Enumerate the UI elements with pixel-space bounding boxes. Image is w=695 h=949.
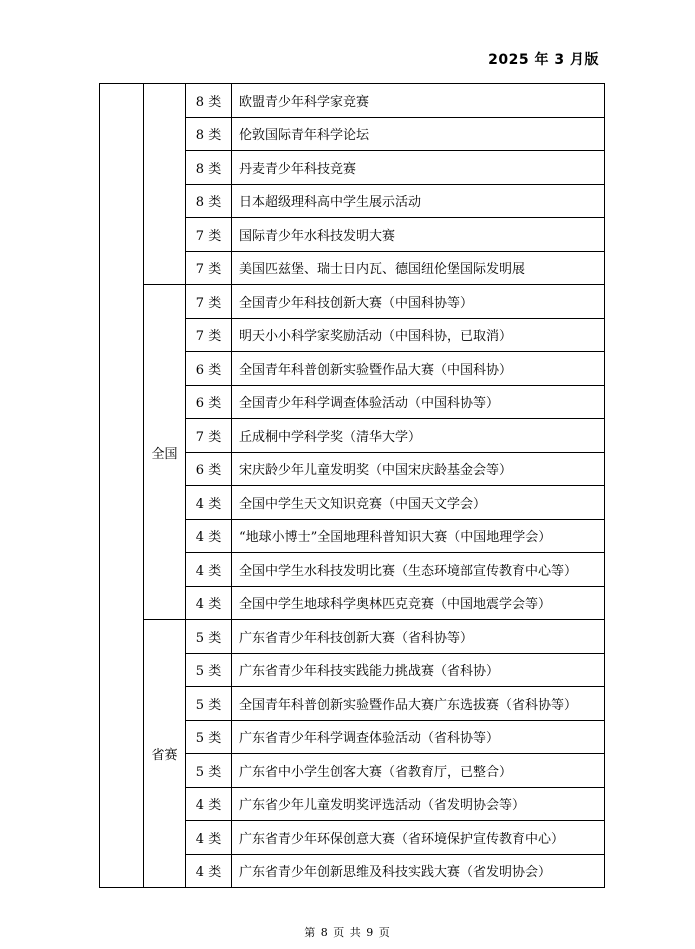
- competition-name-cell: 美国匹兹堡、瑞士日内瓦、德国纽伦堡国际发明展: [232, 251, 605, 285]
- category-cell: 7 类: [186, 218, 232, 252]
- category-cell: 5 类: [186, 687, 232, 721]
- category-cell: 6 类: [186, 352, 232, 386]
- competition-name-cell: 全国青少年科技创新大赛（中国科协等）: [232, 285, 605, 319]
- competition-name-cell: 丹麦青少年科技竞赛: [232, 151, 605, 185]
- competition-table: [99, 83, 605, 888]
- competition-name-cell: “地球小博士”全国地理科普知识大赛（中国地理学会）: [232, 519, 605, 553]
- category-cell: 6 类: [186, 385, 232, 419]
- competition-name-cell: 广东省青少年环保创意大赛（省环境保护宣传教育中心）: [232, 821, 605, 855]
- competition-name-cell: 全国中学生地球科学奥林匹克竞赛（中国地震学会等）: [232, 586, 605, 620]
- category-cell: 8 类: [186, 184, 232, 218]
- category-cell: 6 类: [186, 452, 232, 486]
- category-cell: 5 类: [186, 720, 232, 754]
- category-cell: 4 类: [186, 586, 232, 620]
- competition-name-cell: 广东省青少年科技实践能力挑战赛（省科协）: [232, 653, 605, 687]
- category-cell: 5 类: [186, 620, 232, 654]
- competition-name-cell: 丘成桐中学科学奖（清华大学）: [232, 419, 605, 453]
- competition-name-cell: 宋庆龄少年儿童发明奖（中国宋庆龄基金会等）: [232, 452, 605, 486]
- category-cell: 5 类: [186, 754, 232, 788]
- category-cell: 4 类: [186, 553, 232, 587]
- competition-name-cell: 国际青少年水科技发明大赛: [232, 218, 605, 252]
- competition-name-cell: 全国中学生水科技发明比赛（生态环境部宣传教育中心等）: [232, 553, 605, 587]
- competition-table-body: [100, 84, 605, 888]
- competition-name-cell: 全国青少年科学调查体验活动（中国科协等）: [232, 385, 605, 419]
- category-cell: 4 类: [186, 854, 232, 888]
- category-cell: 7 类: [186, 419, 232, 453]
- competition-name-cell: 伦敦国际青年科学论坛: [232, 117, 605, 151]
- competition-name-cell: 广东省少年儿童发明奖评选活动（省发明协会等）: [232, 787, 605, 821]
- category-cell: 4 类: [186, 486, 232, 520]
- table-row: [100, 620, 605, 654]
- competition-name-cell: 全国青年科普创新实验暨作品大赛广东选拔赛（省科协等）: [232, 687, 605, 721]
- category-cell: 8 类: [186, 151, 232, 185]
- category-cell: 8 类: [186, 117, 232, 151]
- category-cell: 5 类: [186, 653, 232, 687]
- level-cell: 全国: [144, 285, 186, 620]
- category-cell: 7 类: [186, 285, 232, 319]
- level-cell: 省赛: [144, 620, 186, 888]
- competition-name-cell: 明天小小科学家奖励活动（中国科协，已取消）: [232, 318, 605, 352]
- table-row: [100, 285, 605, 319]
- competition-name-cell: 广东省青少年创新思维及科技实践大赛（省发明协会）: [232, 854, 605, 888]
- competition-name-cell: 广东省青少年科技创新大赛（省科协等）: [232, 620, 605, 654]
- edition-label: 2025 年 3 月版: [488, 52, 599, 68]
- category-cell: 7 类: [186, 251, 232, 285]
- category-cell: 4 类: [186, 787, 232, 821]
- category-cell: 4 类: [186, 821, 232, 855]
- level-cell: [144, 84, 186, 285]
- competition-name-cell: 欧盟青少年科学家竞赛: [232, 84, 605, 118]
- blank-column-cell: [100, 84, 144, 888]
- competition-name-cell: 日本超级理科高中学生展示活动: [232, 184, 605, 218]
- table-row: [100, 84, 605, 118]
- competition-name-cell: 广东省中小学生创客大赛（省教育厅，已整合）: [232, 754, 605, 788]
- competition-name-cell: 全国中学生天文知识竞赛（中国天文学会）: [232, 486, 605, 520]
- category-cell: 7 类: [186, 318, 232, 352]
- competition-name-cell: 全国青年科普创新实验暨作品大赛（中国科协）: [232, 352, 605, 386]
- category-cell: 8 类: [186, 84, 232, 118]
- page-footer: 第 8 页 共 9 页: [304, 926, 391, 939]
- competition-name-cell: 广东省青少年科学调查体验活动（省科协等）: [232, 720, 605, 754]
- category-cell: 4 类: [186, 519, 232, 553]
